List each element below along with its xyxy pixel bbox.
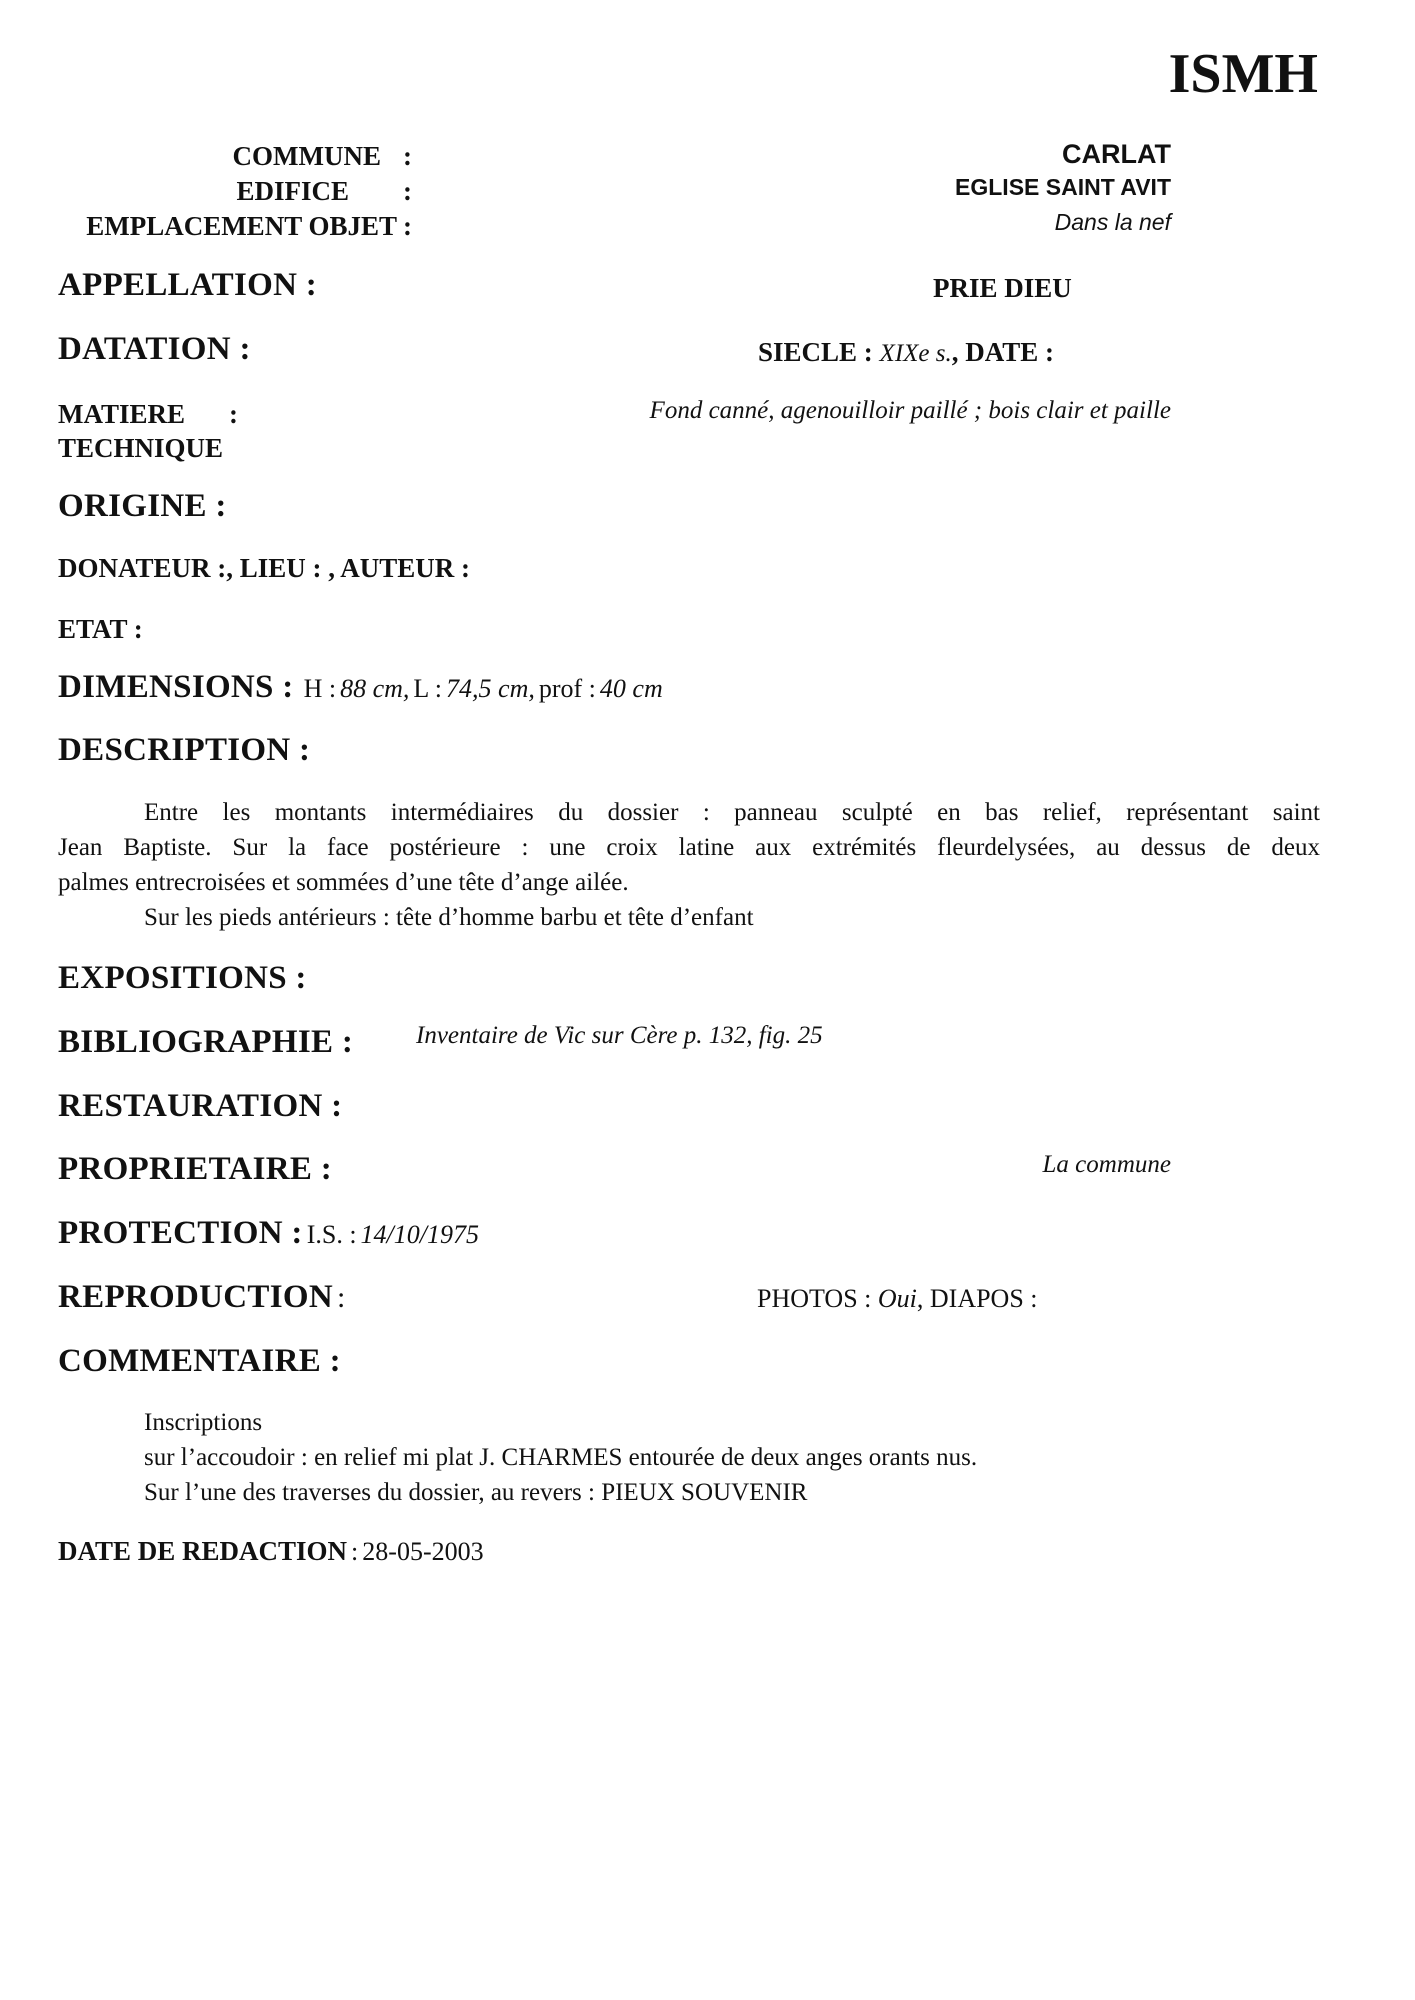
height-value: 88 cm, (340, 674, 410, 703)
photos-label: PHOTOS : (757, 1284, 872, 1313)
siecle-label: SIECLE : (758, 337, 873, 367)
protection-label: PROTECTION : (58, 1215, 303, 1251)
description-text (58, 795, 1320, 935)
expositions-label: EXPOSITIONS : (58, 960, 307, 996)
commentaire-line-2: sur l’accoudoir : en relief mi plat J. CHARMES entourée de deux anges orants nus. (144, 1444, 978, 1471)
date-label: , DATE : (951, 337, 1055, 367)
bibliographie-value: Inventaire de Vic sur Cère p. 132, fig. 25 (416, 1022, 823, 1049)
commune-colon: : (403, 141, 412, 171)
photos-row (757, 1284, 1038, 1314)
commentaire-text (144, 1405, 977, 1510)
description-line-3: palmes entrecroisées et sommées d’une tête d’ange ailée. (58, 869, 629, 896)
matiere-colon: : (229, 399, 239, 429)
datation-siecle (758, 337, 1054, 368)
appellation-value: PRIE DIEU (933, 273, 1072, 303)
photos-value: Oui (877, 1284, 917, 1313)
description-line-2: Jean Baptiste. Sur la face postérieure : une croix latine aux extrémités fleurdelysées, au dessus de deux (58, 834, 1320, 861)
length-label: L : (413, 674, 443, 703)
redaction-row (58, 1536, 484, 1567)
siecle-value: XIXe s. (879, 340, 952, 367)
commune-value: CARLAT (1062, 139, 1171, 169)
depth-value: 40 cm (599, 674, 663, 703)
length-value: 74,5 cm, (446, 674, 535, 703)
commune-label: COMMUNE (232, 141, 381, 171)
matiere-value: Fond canné, agenouilloir paillé ; bois clair et paille (649, 397, 1171, 424)
edifice-value: EGLISE SAINT AVIT (955, 174, 1171, 200)
protection-is-value: 14/10/1975 (360, 1220, 479, 1249)
protection-is-label: I.S. : (306, 1220, 357, 1249)
reproduction-row (58, 1279, 345, 1316)
height-label: H : (303, 674, 337, 703)
appellation-label: APPELLATION : (58, 267, 318, 303)
emplacement-label: EMPLACEMENT OBJET (86, 211, 397, 241)
edifice-colon: : (403, 176, 412, 206)
commentaire-label: COMMENTAIRE : (58, 1343, 341, 1379)
redaction-value: 28-05-2003 (362, 1537, 484, 1566)
emplacement-value: Dans la nef (1054, 209, 1171, 235)
bibliographie-label: BIBLIOGRAPHIE : (58, 1024, 354, 1060)
protection-row (58, 1215, 479, 1252)
technique-label: TECHNIQUE (58, 433, 224, 463)
dimensions-label: DIMENSIONS : (58, 669, 294, 705)
restauration-label: RESTAURATION : (58, 1088, 343, 1124)
redaction-separator: : (351, 1537, 359, 1566)
dimensions-row (58, 669, 663, 706)
redaction-label: DATE DE REDACTION (58, 1536, 348, 1566)
location-labels (86, 139, 412, 244)
description-line-1: Entre les montants intermédiaires du dossier : panneau sculpté en bas relief, représentant saint (144, 799, 1320, 826)
matiere-label: MATIERE (58, 399, 186, 429)
description-label: DESCRIPTION : (58, 732, 311, 768)
donateur-label: DONATEUR :, LIEU : , AUTEUR : (58, 553, 471, 583)
datation-label: DATATION : (58, 331, 251, 367)
etat-label: ETAT : (58, 614, 143, 644)
diapos-label: , DIAPOS : (916, 1284, 1038, 1313)
description-line-4: Sur les pieds antérieurs : tête d’homme barbu et tête d’enfant (144, 904, 754, 931)
edifice-label: EDIFICE (236, 176, 349, 206)
document-code: ISMH (1168, 43, 1318, 105)
proprietaire-value: La commune (1042, 1151, 1171, 1178)
depth-label: prof : (538, 674, 596, 703)
commentaire-line-3: Sur l’une des traverses du dossier, au revers : PIEUX SOUVENIR (144, 1479, 808, 1506)
matiere-label-block (58, 397, 238, 465)
reproduction-colon: : (336, 1281, 346, 1314)
proprietaire-label: PROPRIETAIRE : (58, 1151, 333, 1187)
emplacement-colon: : (403, 211, 412, 241)
commentaire-line-1: Inscriptions (144, 1409, 263, 1436)
origine-label: ORIGINE : (58, 488, 227, 524)
reproduction-label: REPRODUCTION (58, 1279, 333, 1315)
